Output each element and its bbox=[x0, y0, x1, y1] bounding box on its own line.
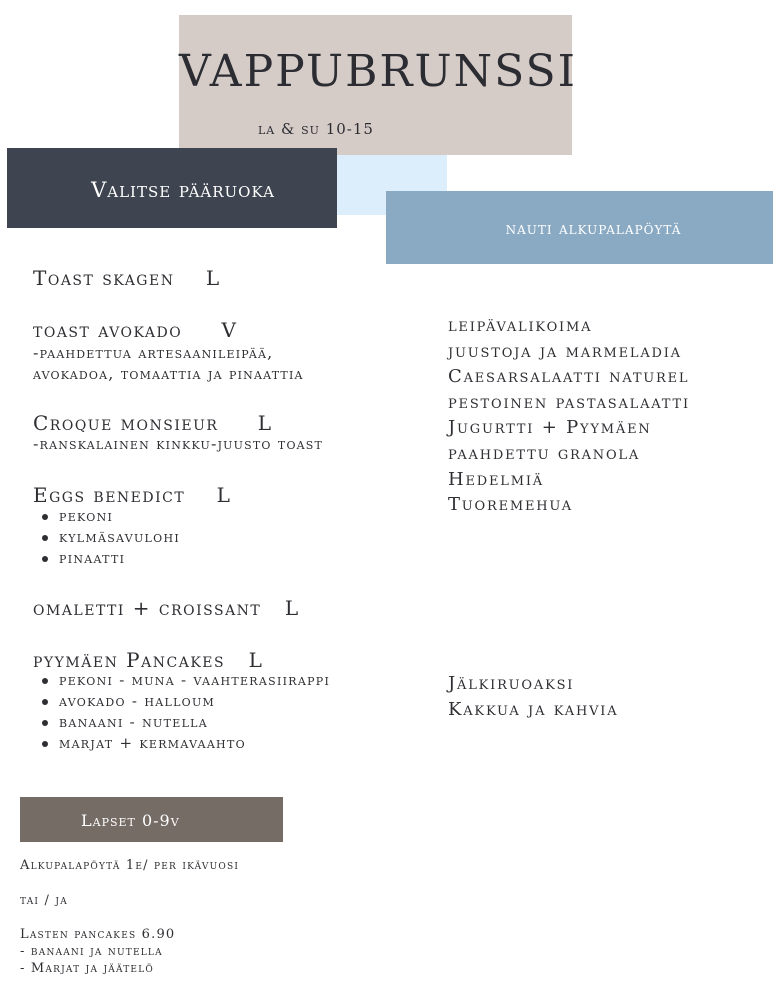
dish-name: pyymäen Pancakes L bbox=[33, 648, 264, 672]
dish-options bbox=[33, 670, 330, 754]
list-item: pekoni bbox=[33, 506, 180, 527]
dish-description: -paahdettua artesaanileipää, avokadoa, tomaattia ja pinaattia bbox=[33, 343, 304, 383]
list-item: banaani - nutella bbox=[33, 712, 330, 733]
list-item: Kakkua ja kahvia bbox=[448, 698, 619, 720]
list-item: Caesarsalaatti naturel bbox=[448, 366, 690, 388]
dish-name: omaletti + croissant L bbox=[33, 596, 300, 620]
dish-name: toast avokado V bbox=[33, 318, 238, 342]
list-item: Hedelmiä bbox=[448, 468, 544, 490]
list-item: Jälkiruoaksi bbox=[448, 673, 575, 694]
list-item: avokado - halloum bbox=[33, 691, 330, 712]
dish-name: Eggs benedict L bbox=[33, 483, 232, 507]
dish-options bbox=[33, 506, 180, 569]
opening-hours: la & su 10-15 bbox=[258, 120, 374, 138]
kids-or-and: tai / ja bbox=[20, 893, 68, 908]
list-item: Tuoremehua bbox=[448, 494, 573, 516]
buffet-list bbox=[448, 313, 690, 518]
list-item: marjat + kermavaahto bbox=[33, 733, 330, 754]
list-item: pinaatti bbox=[33, 548, 180, 569]
kids-buffet-price: Alkupalapöytä 1e/ per ikävuosi bbox=[20, 858, 240, 873]
dish-description: -ranskalainen kinkku-juusto toast bbox=[33, 434, 324, 453]
dish-name: Toast skagen L bbox=[33, 266, 221, 290]
kids-pancakes: Lasten pancakes 6.90 - banaani ja nutella - Marjat ja jäätelö bbox=[20, 927, 176, 976]
list-item: pestoinen pastasalaatti bbox=[448, 391, 690, 413]
list-item: paahdettu granola bbox=[448, 442, 641, 464]
buffet-heading: nauti alkupalapöytä bbox=[505, 219, 682, 239]
dish-name: Croque monsieur L bbox=[33, 411, 273, 435]
kids-heading: Lapset 0-9v bbox=[81, 811, 180, 830]
list-item: kylmäsavulohi bbox=[33, 527, 180, 548]
dessert-list bbox=[448, 671, 618, 722]
page-title: VAPPUBRUNSSI bbox=[179, 46, 578, 97]
main-course-heading: Valitse pääruoka bbox=[91, 178, 275, 202]
list-item: juustoja ja marmeladia bbox=[448, 340, 682, 362]
list-item: leipävalikoima bbox=[448, 315, 593, 336]
list-item: Jugurtti + Pyymäen bbox=[448, 417, 652, 439]
list-item: pekoni - muna - vaahterasiirappi bbox=[33, 670, 330, 691]
